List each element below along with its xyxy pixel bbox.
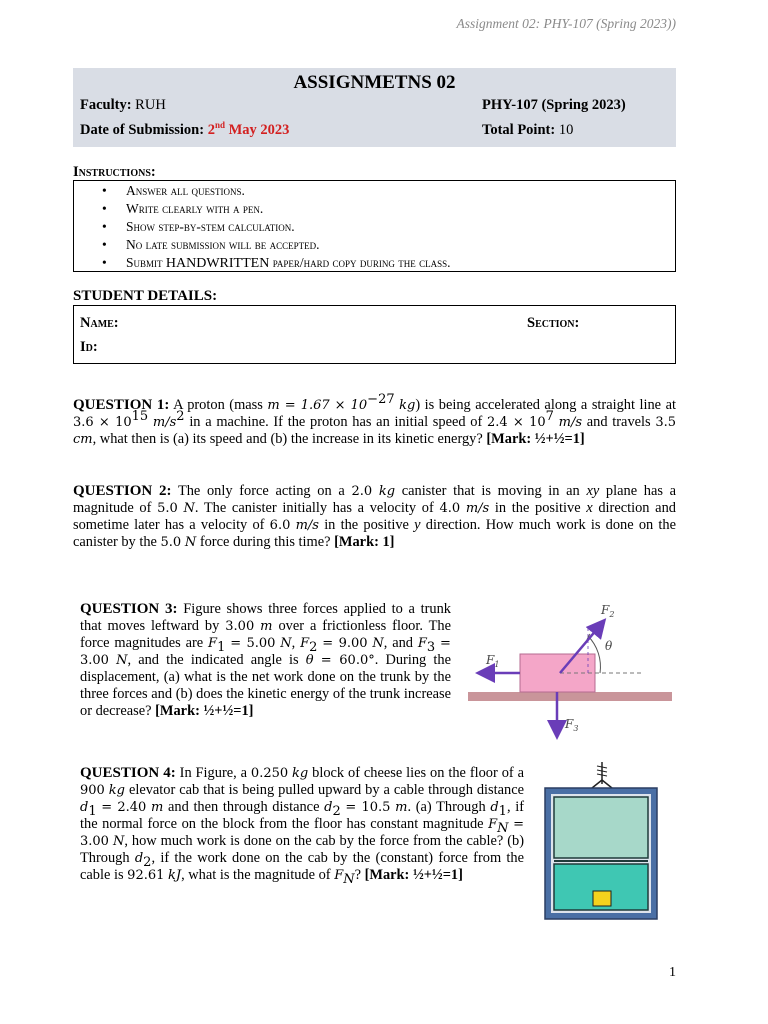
theta-label: θ [605,639,613,653]
faculty-label: Faculty: [80,97,132,113]
instruction-item: • Write clearly with a pen. [126,200,675,218]
cheese-block [593,891,611,906]
elevator-diagram [542,760,662,922]
question-1: QUESTION 1: A proton (mass $m = 1.67 \times 10^{-27}$ kg) is being accelerated along a straight line at $3.6 \times 10^{15}$ $m/s^2$ in a machine. If the proton has an initial speed of $2.4 \times 10^7$ m/s and travels 3.5 cm, what then is (a) its speed and (b) the increase in its kinetic energy? [Mark: ½+½=1] [73,392,677,447]
q2-mark: [Mark: 1] [334,534,395,550]
instruction-item: • Submit HANDWRITTEN paper/hard copy during the class. [126,254,675,272]
instruction-item: • Show step-by-stem calculation. [126,218,675,236]
question-4: QUESTION 4: In Figure, a 0.250 kg block of cheese lies on the floor of a 900 kg elevator cab that is being pulled upward by a cable through distance $d_1 = 2.40$ m and then through distance $d_2 = 10.5$ m. (a) Through $d_1$, if the normal force on the block from the floor has constant magnitude $F_N = 3.00$ N, how much work is done on the cab by the force from the cable? (b) Through $d_2$, if the work done on the cab by the (constant) force from the cable is 92.61 kJ, what is the magnitude of $F_N$? [Mark: ½+½=1] [80,765,524,887]
student-details-title: STUDENT DETAILS: [73,288,218,304]
q1-mark: [Mark: ½+½=1] [486,431,585,447]
cable-coil [597,766,607,776]
total-point-line [482,122,573,139]
instructions-box [73,180,676,272]
trunk-force-diagram [464,598,676,742]
f2-label: $F_2$ [601,603,615,619]
header-box [73,68,676,147]
date-label: Date of Submission: [80,122,205,138]
id-label: Id: [80,339,98,355]
total-label: Total Point: [482,122,556,138]
submission-date-line [80,122,289,139]
faculty-value: RUH [135,97,166,113]
document-title: ASSIGNMETNS 02 [293,72,456,93]
instruction-item: • No late submission will be accepted. [126,236,675,254]
question-3: QUESTION 3: Figure shows three forces applied to a trunk that moves leftward by 3.00 m over a frictionless floor. The force magnitudes are $F_1 = 5.00$ N, $F_2 = 9.00$ N, and $F_3 = 3.00$ N, and the indicated angle is θ = 60.0°. During the displacement, (a) what is the net work done on the trunk by the three forces and (b) does the kinetic energy of the trunk increase or decrease? [Mark: ½+½=1] [80,601,452,719]
name-label: Name: [80,315,119,331]
total-value: 10 [558,122,574,138]
q3-mark: [Mark: ½+½=1] [155,703,254,719]
course-code: PHY-107 (Spring 2023) [482,97,626,113]
faculty-line [80,97,166,114]
running-header: Assignment 02: PHY-107 (Spring 2023)) [456,16,676,31]
instruction-item: • Answer all questions. [126,182,675,200]
q4-mark: [Mark: ½+½=1] [364,867,463,883]
cab-upper [554,797,648,858]
question-2: QUESTION 2: The only force acting on a 2.0 kg canister that is moving in an xy plane has a magnitude of 5.0 N. The canister initially has a velocity of 4.0 m/s in the positive x direction and sometime later has a velocity of 6.0 m/s in the positive y direction. How much work is done on the canister by the 5.0 N force during this time? [Mark: 1] [73,483,677,550]
f3-label: $F_3$ [565,717,579,733]
section-label: Section: [527,315,580,331]
date-value: 2nd May 2023 [207,120,290,138]
f1-label: $F_1$ [486,653,500,669]
student-details-box [73,305,676,364]
floor [468,692,672,701]
page-number: 1 [669,965,676,980]
instructions-title: Instructions: [73,164,156,180]
